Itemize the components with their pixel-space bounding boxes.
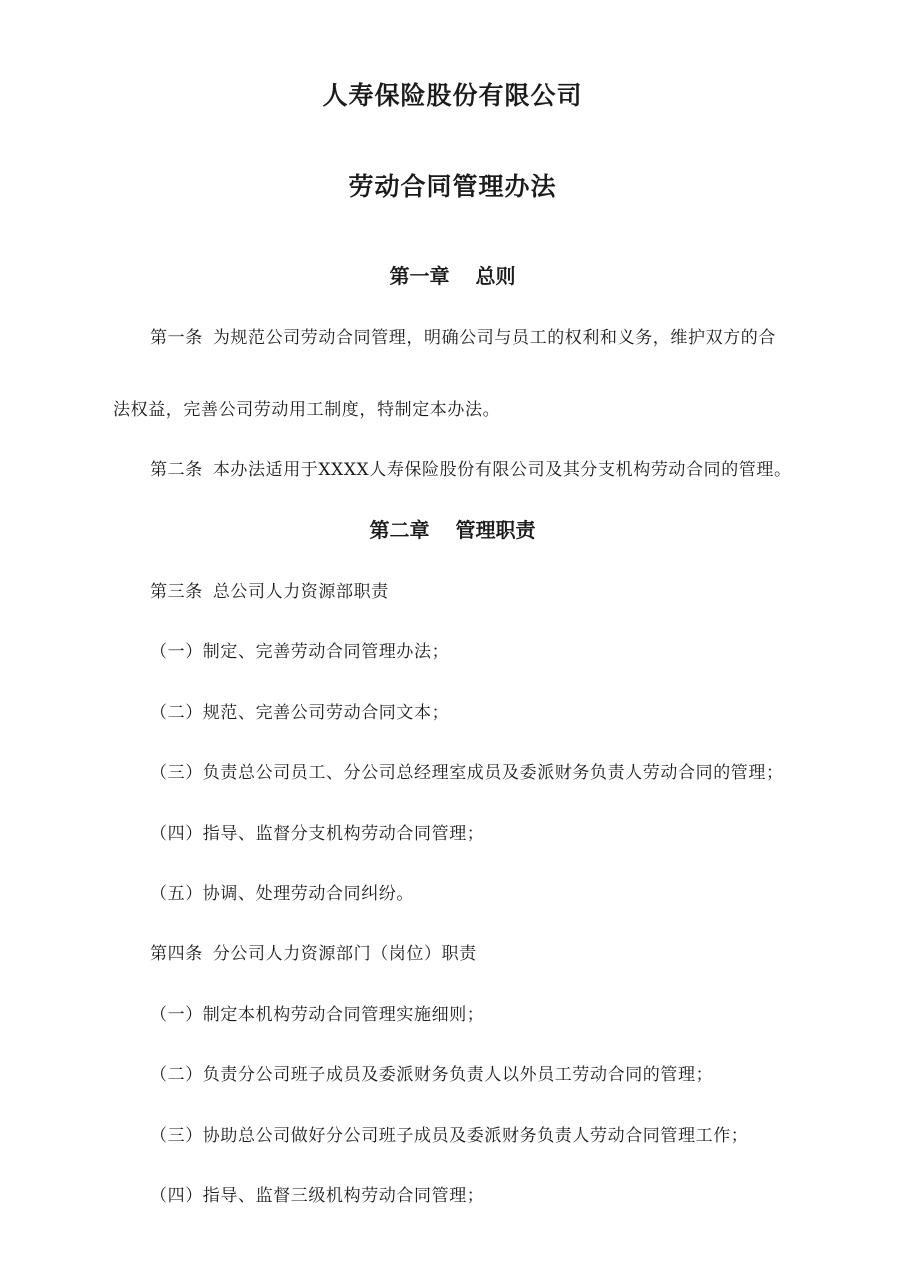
article-3-item-4: （四）指导、监督分支机构劳动合同管理； [150, 824, 485, 844]
article-1-number: 第一条 [150, 328, 203, 348]
document-title: 劳动合同管理办法 [348, 172, 557, 201]
article-1-line-2: 法权益，完善公司劳动用工制度，特制定本办法。 [113, 400, 501, 420]
article-1-line-1 [150, 323, 776, 348]
chapter-1-heading [0, 260, 905, 289]
article-3 [150, 577, 389, 602]
chapter-1-name: 总则 [475, 264, 516, 288]
article-4-item-2: （二）负责分公司班子成员及委派财务负责人以外员工劳动合同的管理； [150, 1065, 714, 1085]
article-2-text: 本办法适用于XXXX人寿保险股份有限公司及其分支机构劳动合同的管理。 [212, 460, 792, 480]
article-4-text: 分公司人力资源部门（岗位）职责 [212, 944, 477, 964]
article-4 [150, 939, 477, 964]
chapter-2-label: 第二章 [369, 518, 430, 542]
article-2 [150, 455, 792, 480]
article-2-number: 第二条 [150, 460, 203, 480]
article-3-item-2: （二）规范、完善公司劳动合同文本； [150, 703, 450, 723]
chapter-2-heading [0, 514, 905, 543]
company-title: 人寿保险股份有限公司 [322, 81, 583, 110]
article-1-text-line-1: 为规范公司劳动合同管理，明确公司与员工的权利和义务，维护双方的合 [212, 328, 777, 348]
chapter-1-label: 第一章 [389, 264, 450, 288]
article-3-item-5: （五）协调、处理劳动合同纠纷。 [150, 884, 414, 904]
article-4-item-1: （一）制定本机构劳动合同管理实施细则； [150, 1005, 485, 1025]
article-4-item-4: （四）指导、监督三级机构劳动合同管理； [150, 1186, 485, 1206]
article-4-item-3: （三）协助总公司做好分公司班子成员及委派财务负责人劳动合同管理工作； [150, 1126, 749, 1146]
article-3-item-3: （三）负责总公司员工、分公司总经理室成员及委派财务负责人劳动合同的管理； [150, 763, 784, 783]
article-3-text: 总公司人力资源部职责 [212, 582, 389, 602]
article-3-number: 第三条 [150, 582, 203, 602]
article-4-number: 第四条 [150, 944, 203, 964]
article-3-item-1: （一）制定、完善劳动合同管理办法； [150, 642, 450, 662]
chapter-2-name: 管理职责 [455, 518, 536, 542]
